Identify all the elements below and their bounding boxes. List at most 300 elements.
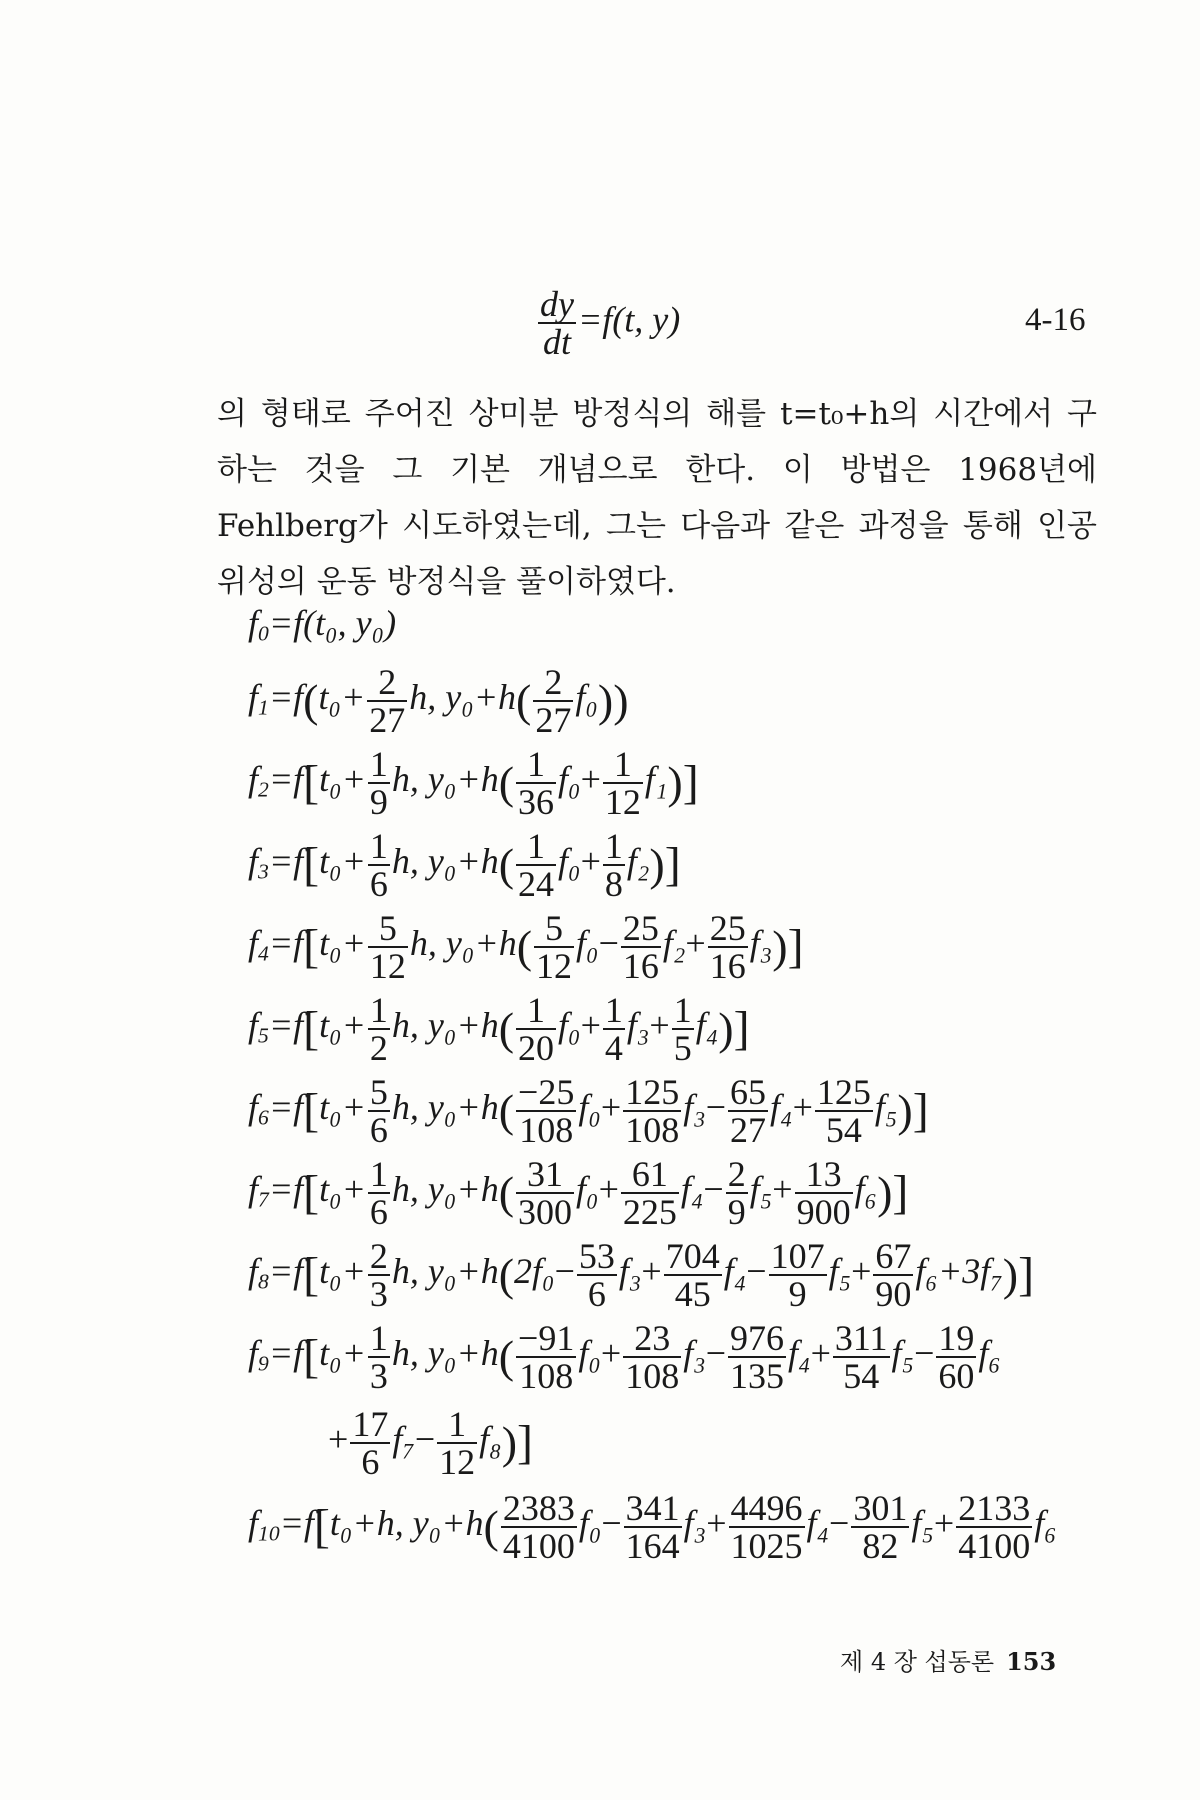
term: f₅ <box>891 1333 915 1374</box>
formula <box>248 662 629 740</box>
denominator: 36 <box>518 782 555 822</box>
numerator: 23 <box>623 1320 681 1358</box>
term: f₀ <box>558 1005 581 1046</box>
equals-f: =f <box>279 1503 314 1544</box>
time-arg: t₀+ <box>319 1251 366 1292</box>
denominator: 6 <box>369 1192 388 1232</box>
operator: + <box>600 1087 622 1128</box>
numerator: 1 <box>604 826 623 866</box>
denominator: 45 <box>674 1274 711 1314</box>
term: f₀ <box>558 841 581 882</box>
numerator: 976 <box>730 1318 785 1358</box>
numerator: 67 <box>875 1236 912 1276</box>
term: f₅ <box>828 1251 852 1292</box>
coefficient-fraction <box>621 1156 679 1230</box>
coefficient-fraction <box>769 1238 827 1312</box>
coefficient-fraction <box>603 992 625 1066</box>
term: f₀ <box>575 677 598 718</box>
denominator: 5 <box>673 1028 692 1068</box>
chapter-title: 제 4 장 섭동론 <box>840 1648 995 1676</box>
close-paren: ) <box>877 1167 893 1219</box>
numerator: −91 <box>518 1318 575 1358</box>
denominator: 135 <box>730 1356 785 1396</box>
formula-lhs-subscript: 10 <box>258 1521 280 1546</box>
time-arg: h, <box>391 841 428 882</box>
coefficient-fraction <box>621 910 661 984</box>
time-arg: h, <box>391 1169 428 1210</box>
numerator: 25 <box>622 908 659 948</box>
open-bracket: ( <box>303 675 319 727</box>
term: f₀ <box>578 1087 601 1128</box>
term: f₂ <box>662 923 686 964</box>
denominator: 27 <box>535 700 572 740</box>
paragraph-line: 의 형태로 주어진 상미분 방정식의 해를 t=t₀+h의 시간에서 구 <box>217 396 1097 432</box>
open-bracket: [ <box>303 756 320 810</box>
time-arg: t₀+ <box>319 1087 366 1128</box>
operator: − <box>914 1333 935 1374</box>
numerator: 301 <box>853 1488 908 1528</box>
term: 2f₀ <box>514 1251 555 1292</box>
formula-lhs-subscript: 2 <box>258 777 269 802</box>
formula-line <box>248 1074 929 1148</box>
open-bracket: [ <box>303 1330 320 1384</box>
formula <box>248 1072 929 1150</box>
denominator: 90 <box>875 1274 912 1314</box>
paragraph-line: 하는 것을 그 기본 개념으로 한다. 이 방법은 1968년에 <box>217 452 1097 488</box>
numerator: 13 <box>795 1156 853 1194</box>
coefficient-fraction <box>577 1238 617 1312</box>
operator: − <box>746 1251 767 1292</box>
time-arg: t₀+ <box>319 1169 366 1210</box>
term: f₅ <box>911 1503 934 1544</box>
formula-line <box>248 828 681 902</box>
denominator: 16 <box>709 946 746 986</box>
numerator: 1 <box>437 1406 477 1444</box>
derivative-denominator: dt <box>542 322 571 362</box>
numerator: 1 <box>369 744 388 784</box>
formula-line <box>248 602 396 646</box>
term: f₆ <box>915 1251 938 1292</box>
open-bracket: [ <box>303 1248 320 1302</box>
time-arg: h, <box>391 759 428 800</box>
denominator: 108 <box>519 1356 574 1396</box>
formula-lhs: $f_{10}$ <box>248 1503 280 1546</box>
formula-line <box>328 1406 533 1480</box>
denominator: 20 <box>518 1028 555 1068</box>
formula <box>248 990 750 1068</box>
term: f₄ <box>695 1005 719 1046</box>
equals-f: =f <box>268 1333 304 1374</box>
coefficient-fraction <box>624 1490 682 1564</box>
operator: + <box>851 1251 872 1292</box>
equals-f: =f <box>268 1087 304 1128</box>
time-step-fraction <box>368 828 390 902</box>
term: f₄ <box>788 1333 811 1374</box>
open-paren: ( <box>498 1249 515 1301</box>
equals-f: =f <box>268 677 304 718</box>
close-bracket: ] <box>733 1002 750 1056</box>
denominator: 12 <box>369 946 406 986</box>
formula-lhs-subscript: 7 <box>258 1187 269 1212</box>
denominator: 4100 <box>502 1526 575 1566</box>
term: f₈ <box>479 1419 502 1460</box>
denominator: 54 <box>843 1356 880 1396</box>
denominator: 9 <box>727 1192 746 1232</box>
denominator: 6 <box>369 864 388 904</box>
coefficient-fraction <box>533 664 573 738</box>
coefficient-fraction <box>956 1490 1032 1564</box>
time-arg: h, <box>391 1005 428 1046</box>
coefficient-fraction <box>795 1156 853 1230</box>
open-bracket: [ <box>303 1166 320 1220</box>
formula-lhs: $f_5$ <box>248 1005 269 1048</box>
term: +3f₇ <box>937 1251 1003 1292</box>
formula-expression: =f(t₀, y₀) <box>268 603 397 643</box>
close-paren: ) <box>897 1085 913 1137</box>
coefficient-fraction <box>851 1490 909 1564</box>
operator: + <box>598 1169 619 1210</box>
close-paren: ) <box>613 675 629 727</box>
denominator: 6 <box>361 1442 380 1482</box>
close-paren: ) <box>649 839 665 891</box>
coefficient-fraction <box>708 910 748 984</box>
numerator: 2 <box>369 1236 388 1276</box>
time-step-fraction <box>368 1156 390 1230</box>
time-arg: t₀+ <box>319 841 366 882</box>
denominator: 225 <box>622 1192 677 1232</box>
state-arg: y₀+h <box>427 759 499 800</box>
term: f₀ <box>578 1333 601 1374</box>
formula-lhs: $f_8$ <box>248 1251 269 1294</box>
operator: − <box>601 1503 622 1544</box>
denominator: 164 <box>625 1526 680 1566</box>
coefficient-fraction <box>516 992 556 1066</box>
formula <box>248 603 397 646</box>
denominator: 24 <box>518 864 555 904</box>
operator: + <box>600 1333 622 1374</box>
numerator: 65 <box>730 1072 767 1112</box>
numerator: 4496 <box>730 1488 803 1528</box>
numerator: 5 <box>368 910 408 948</box>
close-bracket: ] <box>682 756 699 810</box>
numerator: 5 <box>534 910 574 948</box>
denominator: 3 <box>369 1274 388 1314</box>
numerator: 1 <box>604 990 623 1030</box>
operator: − <box>554 1251 575 1292</box>
close-bracket: ] <box>912 1084 929 1138</box>
close-bracket: ] <box>517 1416 533 1470</box>
term: f₃ <box>626 1005 650 1046</box>
term: f₆ <box>1034 1503 1057 1544</box>
operator: + <box>685 923 706 964</box>
coefficient-fraction <box>516 1320 576 1394</box>
numerator: 1 <box>369 1154 388 1194</box>
numerator: 704 <box>665 1236 720 1276</box>
numerator: 107 <box>770 1236 825 1276</box>
formula <box>248 1488 1057 1566</box>
operator: + <box>772 1169 793 1210</box>
numerator: 1 <box>369 1318 388 1358</box>
operator: + <box>328 1419 349 1460</box>
denominator: 4 <box>604 1028 623 1068</box>
numerator: 19 <box>938 1318 975 1358</box>
operator: + <box>649 1005 670 1046</box>
numerator: 341 <box>625 1488 680 1528</box>
time-step-fraction <box>368 1238 390 1312</box>
time-arg: t₀+ <box>319 1333 366 1374</box>
numerator: 2383 <box>502 1488 575 1528</box>
formula-line <box>248 992 750 1066</box>
numerator: 1 <box>516 992 556 1030</box>
operator: + <box>706 1503 727 1544</box>
numerator: 2 <box>367 664 407 702</box>
term: f₃ <box>683 1087 706 1128</box>
operator: + <box>580 1005 601 1046</box>
time-arg: h, <box>409 923 446 964</box>
term: f₇ <box>392 1419 415 1460</box>
operator: − <box>705 1333 727 1374</box>
term: f₂ <box>626 841 650 882</box>
close-bracket: ] <box>664 838 681 892</box>
term: f₅ <box>874 1087 898 1128</box>
formula <box>248 1236 1035 1314</box>
open-paren: ( <box>483 1501 499 1553</box>
state-arg: y₀+h <box>427 1087 499 1128</box>
close-paren: ) <box>772 921 788 973</box>
coefficient-fraction <box>726 1156 748 1230</box>
coefficient-fraction <box>815 1074 873 1148</box>
denominator: 3 <box>369 1356 388 1396</box>
coefficient-fraction <box>873 1238 913 1312</box>
term: f₁ <box>644 759 668 800</box>
paragraph-line: 위성의 운동 방정식을 풀이하였다. <box>217 564 676 600</box>
operator: − <box>705 1087 727 1128</box>
term: f₄ <box>723 1251 747 1292</box>
operator: − <box>703 1169 724 1210</box>
coefficient-fraction <box>623 1074 681 1148</box>
operator: − <box>598 923 619 964</box>
term: f₄ <box>806 1503 830 1544</box>
close-paren: ) <box>501 1417 518 1469</box>
equals-f: =f <box>268 759 304 800</box>
state-arg: y₀+h <box>427 1333 499 1374</box>
denominator: 12 <box>439 1442 476 1482</box>
formula-lhs: $f_2$ <box>248 759 269 802</box>
numerator: 1 <box>603 746 643 784</box>
formula-line <box>248 1238 1034 1312</box>
term: f₆ <box>854 1169 878 1210</box>
denominator: 6 <box>369 1110 388 1150</box>
term: f₅ <box>749 1169 773 1210</box>
denominator: 12 <box>604 782 641 822</box>
open-paren: ( <box>498 839 515 891</box>
formula-lhs: $f_9$ <box>248 1333 269 1376</box>
operator: − <box>829 1503 850 1544</box>
formula <box>328 1404 533 1482</box>
open-paren: ( <box>498 1167 515 1219</box>
equals-f: =f <box>268 1251 304 1292</box>
formula-lhs: $f_3$ <box>248 841 269 884</box>
coefficient-fraction <box>437 1406 477 1480</box>
coefficient-fraction <box>729 1490 805 1564</box>
formula-lhs-subscript: 5 <box>258 1023 269 1048</box>
coefficient-fraction <box>936 1320 976 1394</box>
formula-lhs-subscript: 4 <box>258 941 269 966</box>
denominator: 9 <box>788 1274 807 1314</box>
denominator: 1025 <box>730 1526 803 1566</box>
formula-lhs: $f_4$ <box>248 923 269 966</box>
coefficient-fraction <box>350 1406 390 1480</box>
open-paren: ( <box>498 1085 515 1137</box>
numerator: 2 <box>533 664 573 702</box>
state-arg: y₀+h <box>427 1251 499 1292</box>
equation-number: 4-16 <box>1025 302 1086 338</box>
formula-line <box>248 1156 908 1230</box>
formula-lhs: $f_0$ <box>248 603 269 646</box>
time-arg: t₀+ <box>319 923 366 964</box>
operator: + <box>641 1251 662 1292</box>
open-paren: ( <box>516 921 533 973</box>
close-paren: ) <box>718 1003 734 1055</box>
coefficient-fraction <box>664 1238 722 1312</box>
formula <box>248 1318 1001 1396</box>
coefficient-fraction <box>516 746 556 820</box>
denominator: 300 <box>518 1192 573 1232</box>
close-bracket: ] <box>892 1166 909 1220</box>
coefficient-fraction <box>501 1490 577 1564</box>
page-number: 153 <box>1006 1647 1057 1676</box>
open-bracket: [ <box>303 1002 320 1056</box>
term: f₃ <box>618 1251 642 1292</box>
equals-f: =f <box>268 1169 304 1210</box>
state-arg: y₀+h <box>427 1005 499 1046</box>
close-bracket: ] <box>787 920 804 974</box>
term: f₄ <box>680 1169 704 1210</box>
formula-lhs: $f_6$ <box>248 1087 269 1130</box>
denominator: 108 <box>625 1110 680 1150</box>
operator: + <box>933 1503 955 1544</box>
denominator: 8 <box>604 864 623 904</box>
formula <box>248 826 681 904</box>
coefficient-fraction <box>516 1156 574 1230</box>
formula-lhs-subscript: 0 <box>258 621 269 646</box>
open-bracket: [ <box>303 920 320 974</box>
numerator: 53 <box>578 1236 615 1276</box>
close-paren: ) <box>597 675 614 727</box>
formula-line <box>248 746 699 820</box>
denominator: 108 <box>625 1356 680 1396</box>
term: f₃ <box>683 1503 707 1544</box>
operator: − <box>414 1419 436 1460</box>
term: f₀ <box>576 1169 599 1210</box>
numerator: 61 <box>621 1156 679 1194</box>
state-arg: y₀+h <box>412 1503 484 1544</box>
term: f₃ <box>749 923 773 964</box>
denominator: 16 <box>622 946 659 986</box>
numerator: 125 <box>625 1072 680 1112</box>
numerator: 1 <box>673 990 692 1030</box>
equals-f: =f <box>268 841 304 882</box>
numerator: 1 <box>369 826 388 866</box>
formula-lhs: $f_7$ <box>248 1169 269 1212</box>
formula-line <box>248 910 804 984</box>
coefficient-fraction <box>728 1074 768 1148</box>
time-step-fraction <box>368 746 390 820</box>
numerator: 1 <box>516 746 556 784</box>
term: f₀ <box>558 759 581 800</box>
open-paren: ( <box>498 757 515 809</box>
numerator: 17 <box>352 1404 389 1444</box>
open-paren: ( <box>516 675 532 727</box>
numerator: 1 <box>516 828 556 866</box>
formula-lhs-subscript: 6 <box>258 1105 269 1130</box>
open-paren: ( <box>498 1003 515 1055</box>
time-arg: h, <box>391 1087 428 1128</box>
coefficient-fraction <box>603 746 643 820</box>
coefficient-fraction <box>534 910 574 984</box>
coefficient-fraction <box>623 1320 681 1394</box>
coefficient-fraction <box>672 992 694 1066</box>
open-paren: ( <box>498 1331 515 1383</box>
formula <box>248 744 699 822</box>
time-arg: h, <box>409 677 446 718</box>
body-paragraph <box>217 386 1097 610</box>
operator: + <box>810 1333 831 1374</box>
formula-line <box>248 1490 1057 1564</box>
open-bracket: [ <box>303 1084 320 1138</box>
numerator: −25 <box>518 1072 575 1112</box>
close-bracket: ] <box>1018 1248 1035 1302</box>
time-arg: t₀+ <box>319 1005 366 1046</box>
coefficient-fraction <box>516 1074 576 1148</box>
formula-lhs: $f_1$ <box>248 677 269 720</box>
numerator: 2 <box>727 1154 746 1194</box>
time-arg: t₀+ <box>318 677 366 718</box>
numerator: 25 <box>709 908 746 948</box>
denominator: 108 <box>519 1110 574 1150</box>
denominator: 4100 <box>958 1526 1031 1566</box>
denominator: 27 <box>369 700 406 740</box>
equation-rhs: =f(t, y) <box>577 299 681 340</box>
numerator: 1 <box>369 990 388 1030</box>
state-arg: y₀+h <box>445 677 517 718</box>
formula-line <box>248 1320 1001 1394</box>
term: f₆ <box>978 1333 1001 1374</box>
denominator: 82 <box>862 1526 899 1566</box>
formula <box>248 908 804 986</box>
time-step-fraction <box>368 1320 390 1394</box>
equals-f: =f <box>268 1005 304 1046</box>
main-equation <box>536 286 680 360</box>
coefficient-fraction <box>833 1320 890 1394</box>
denominator: 54 <box>825 1110 862 1150</box>
formula-lhs-subscript: 3 <box>258 859 269 884</box>
denominator: 12 <box>536 946 573 986</box>
state-arg: y₀+h <box>427 841 499 882</box>
numerator: 125 <box>816 1072 871 1112</box>
time-step-fraction <box>368 910 408 984</box>
numerator: 5 <box>369 1072 388 1112</box>
denominator: 27 <box>730 1110 767 1150</box>
time-arg: h, <box>391 1251 428 1292</box>
coefficient-fraction <box>516 828 556 902</box>
numerator: 2133 <box>958 1488 1031 1528</box>
page-footer <box>840 1642 1056 1677</box>
numerator: 31 <box>516 1156 574 1194</box>
term: f₄ <box>770 1087 793 1128</box>
numerator: 311 <box>834 1318 888 1358</box>
open-bracket: [ <box>313 1500 330 1554</box>
